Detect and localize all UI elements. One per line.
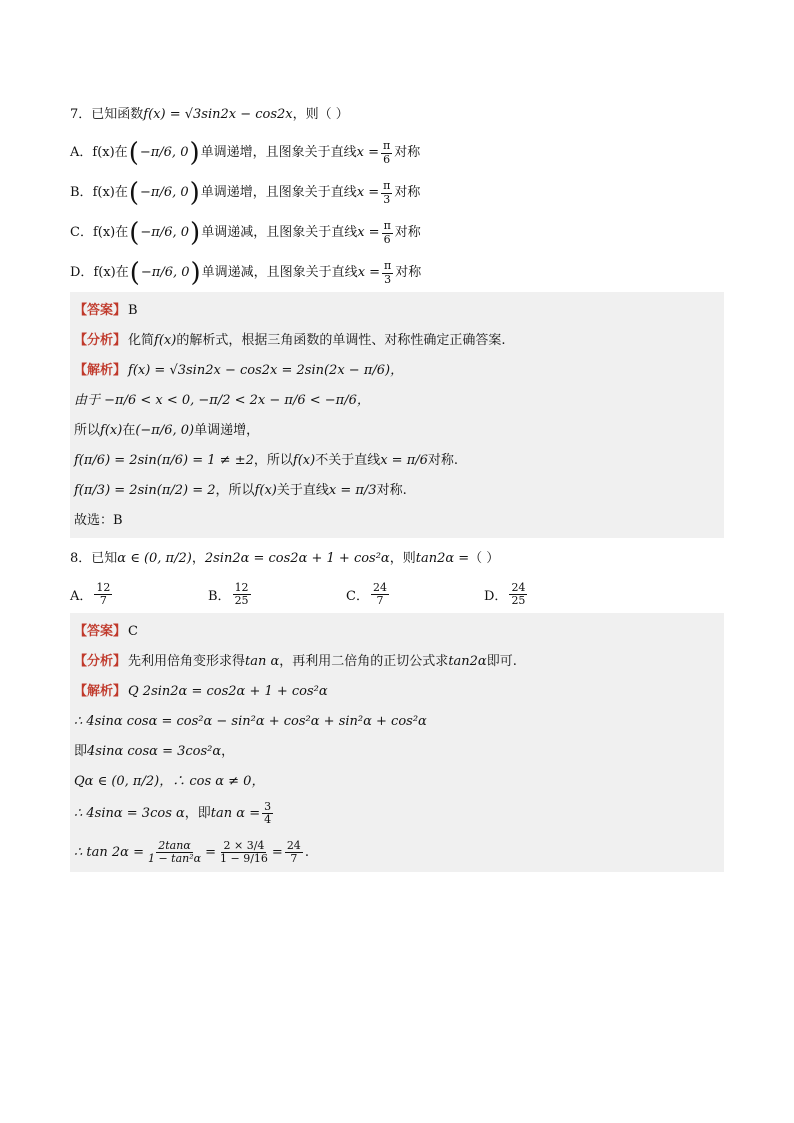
solution-expr: tan α = [210, 805, 261, 821]
q8-solution-line-2 [74, 711, 720, 733]
analysis-text: ，再利用二倍角的正切公式求 [279, 654, 449, 670]
solution-expr: f(π/6) = 2sin(π/6) = 1 ≠ ±2 [74, 452, 254, 468]
frac-den: 7 [99, 594, 107, 608]
option-interval: −π/6, 0 [140, 224, 190, 240]
option-fraction [381, 180, 392, 205]
analysis-text: 化简 [128, 332, 155, 348]
analysis-expr: f(x) [154, 332, 177, 348]
q8-condition: α ∈ (0, π/2) [117, 550, 192, 566]
q8-analysis [74, 651, 720, 673]
equals-sign: = [205, 844, 216, 860]
frac-num: π [384, 259, 392, 273]
solution-text: ，所以 [215, 482, 255, 498]
solution-text: 在 [122, 422, 136, 438]
q8-option-c[interactable] [346, 582, 484, 607]
equals-sign: = [271, 844, 283, 860]
q7-solution-line-6 [74, 510, 720, 532]
solution-text: 关于直线 [276, 482, 329, 498]
frac-den: 1 − tan²α [147, 852, 202, 866]
right-paren-icon: ) [190, 218, 201, 248]
frac-den: 6 [383, 232, 391, 246]
option-x: x = [356, 144, 379, 160]
option-label: B． [208, 589, 231, 605]
option-interval: −π/6, 0 [140, 184, 189, 200]
frac-den: 7 [376, 594, 384, 608]
option-fraction [233, 582, 251, 607]
q8-stem-text: 8．已知 [70, 550, 118, 566]
left-paren-icon: ( [129, 258, 140, 288]
solution-fraction [262, 801, 273, 826]
q8-options [70, 582, 724, 607]
q8-solution-line-6 [74, 840, 720, 865]
option-pre: f(x)在 [92, 184, 128, 200]
solution-expr: ∴ 4sinα cosα = cos²α − sin²α + cos²α + sin²α + cos²α [74, 714, 427, 730]
solution-interval: (−π/6, 0) [135, 422, 195, 438]
solution-text: 不关于直线 [315, 452, 381, 468]
right-paren-icon: ) [190, 258, 201, 288]
solution-expr: f(x) [100, 422, 123, 438]
q8-option-a[interactable] [70, 582, 208, 607]
option-mid: 单调递减，且图象关于直线 [201, 264, 358, 280]
frac-den: 25 [511, 594, 526, 608]
answer-tag: 【答案】 [74, 302, 127, 318]
frac-num: π [383, 139, 391, 153]
frac-num: 12 [234, 581, 249, 594]
q7-option-c[interactable] [70, 220, 724, 246]
option-mid: 单调递减，且图象关于直线 [201, 224, 358, 240]
option-fraction [382, 220, 393, 245]
option-fraction [382, 260, 393, 285]
option-interval: −π/6, 0 [139, 144, 189, 160]
solution-tag: 【解析】 [74, 362, 127, 378]
option-label: C． [346, 589, 369, 605]
q7-analysis [74, 330, 720, 352]
option-fraction [371, 582, 389, 607]
frac-num: 12 [96, 581, 111, 594]
q7-answer [74, 300, 720, 322]
solution-fraction [146, 840, 203, 865]
q7-option-d[interactable] [70, 260, 724, 286]
solution-text: 对称. [427, 452, 459, 468]
analysis-tag: 【分析】 [74, 654, 127, 670]
analysis-text-end: 即可. [486, 654, 517, 670]
right-paren-icon: ) [189, 138, 200, 168]
solution-tag: 【解析】 [74, 684, 127, 700]
right-paren-icon: ) [189, 178, 200, 208]
solution-expr: ∴ tan 2α = [74, 844, 144, 860]
q8-solution-line-5 [74, 801, 720, 826]
q7-solution-line-2 [74, 390, 720, 412]
option-x: x = [357, 264, 381, 280]
option-post: 对称 [394, 224, 421, 240]
analysis-tag: 【分析】 [74, 332, 127, 348]
q8-equation: 2sin2α = cos2α + 1 + cos²α [204, 550, 390, 566]
answer-tag: 【答案】 [74, 624, 127, 640]
frac-num: 2 × 3/4 [223, 839, 265, 853]
q7-solution-line-4 [74, 450, 720, 472]
q7-option-a[interactable] [70, 140, 724, 166]
q8-stem-end: （ ） [469, 550, 500, 566]
frac-den: 6 [383, 152, 391, 166]
solution-expr: f(π/3) = 2sin(π/2) = 2 [74, 482, 216, 498]
analysis-expr: tan α [245, 654, 280, 670]
solution-text: 所以 [74, 422, 101, 438]
solution-expr: f(x) = √3sin2x − cos2x = 2sin(2x − π/6)， [128, 362, 404, 378]
solution-text: 单调递增， [194, 422, 260, 438]
solution-expr: x = π/3 [328, 482, 377, 498]
solution-text: ，所以 [253, 452, 293, 468]
q8-solution-panel [70, 613, 724, 871]
frac-num: π [383, 179, 391, 193]
q7-solution-line-3 [74, 420, 720, 442]
q7-stem-text: 7．已知函数 [70, 106, 144, 122]
option-label: D． [484, 589, 508, 605]
analysis-expr: tan2α [448, 654, 487, 670]
option-x: x = [356, 184, 380, 200]
q8-solution-line-3 [74, 741, 720, 763]
q7-solution-panel [70, 292, 724, 538]
frac-num: 2tanα [158, 839, 191, 853]
left-paren-icon: ( [128, 178, 140, 208]
q7-function-expr: f(x) = √3sin2x − cos2x [143, 106, 293, 122]
frac-den: 3 [384, 272, 392, 286]
frac-den: 1 − 9/16 [219, 852, 268, 866]
frac-num: 24 [286, 839, 301, 853]
option-pre: f(x)在 [92, 224, 129, 240]
answer-value: C [128, 624, 138, 640]
frac-den: 7 [290, 852, 298, 866]
frac-num: 3 [264, 800, 272, 814]
left-paren-icon: ( [128, 138, 139, 168]
solution-text: ，即 [184, 805, 211, 821]
q8-stem-text-2: ，则 [389, 550, 416, 566]
analysis-text: 先利用倍角变形求得 [128, 654, 246, 670]
q8-option-d[interactable] [484, 582, 622, 607]
solution-expr: x = π/6 [380, 452, 428, 468]
option-label: B． [70, 184, 93, 200]
solution-conclusion: 故选：B [74, 512, 123, 528]
option-label: A． [70, 144, 93, 160]
q7-option-b[interactable] [70, 180, 724, 206]
solution-expr: f(x) [292, 452, 316, 468]
option-label: C． [70, 224, 93, 240]
option-post: 对称 [394, 144, 421, 160]
q8-stem [70, 548, 724, 570]
option-label: D． [70, 264, 94, 280]
q8-target: tan2α = [415, 550, 470, 566]
option-fraction [381, 140, 392, 165]
solution-expr: ∴ 4sinα = 3cos α [74, 805, 185, 821]
q7-stem-end: ，则（ ） [292, 106, 349, 122]
frac-num: 24 [372, 581, 387, 594]
q7-solution-line-5 [74, 480, 720, 502]
option-pre: f(x)在 [93, 264, 129, 280]
solution-text-end: . [304, 844, 309, 860]
frac-den: 25 [234, 594, 249, 608]
q8-answer [74, 621, 720, 643]
frac-den: 3 [383, 192, 391, 206]
q8-solution-line-1 [74, 681, 720, 703]
document-page [70, 100, 724, 872]
frac-num: π [383, 219, 391, 233]
frac-den: 4 [264, 813, 272, 827]
q8-option-b[interactable] [208, 582, 346, 607]
q8-solution-line-4 [74, 771, 720, 793]
solution-fraction [218, 840, 270, 865]
option-x: x = [357, 224, 380, 240]
solution-expr: 由于 −π/6 < x < 0, −π/2 < 2x − π/6 < −π/6， [74, 392, 370, 408]
option-post: 对称 [395, 264, 422, 280]
answer-value: B [128, 302, 138, 318]
solution-expr: 4sinα cosα = 3cos²α [87, 744, 222, 760]
option-label: A． [70, 589, 93, 605]
solution-text: 即 [74, 744, 88, 760]
option-post: 对称 [394, 184, 421, 200]
solution-text: ， [221, 744, 235, 760]
option-interval: −π/6, 0 [140, 264, 190, 280]
option-fraction [94, 582, 112, 607]
option-mid: 单调递增，且图象关于直线 [200, 144, 357, 160]
q8-sep: ， [191, 550, 205, 566]
left-paren-icon: ( [129, 218, 140, 248]
analysis-text-end: 的解析式，根据三角函数的单调性、对称性确定正确答案. [176, 332, 506, 348]
solution-expr: Q 2sin2α = cos2α + 1 + cos²α [128, 684, 328, 700]
solution-text: 对称. [376, 482, 407, 498]
solution-expr: Qα ∈ (0, π/2)，∴ cos α ≠ 0， [74, 774, 265, 790]
option-pre: f(x)在 [92, 144, 128, 160]
q7-solution-line-1 [74, 360, 720, 382]
option-fraction [509, 582, 527, 607]
frac-num: 24 [511, 581, 526, 594]
solution-fraction [285, 840, 303, 865]
solution-expr: f(x) [254, 482, 277, 498]
q7-stem [70, 104, 724, 126]
option-mid: 单调递增，且图象关于直线 [200, 184, 357, 200]
